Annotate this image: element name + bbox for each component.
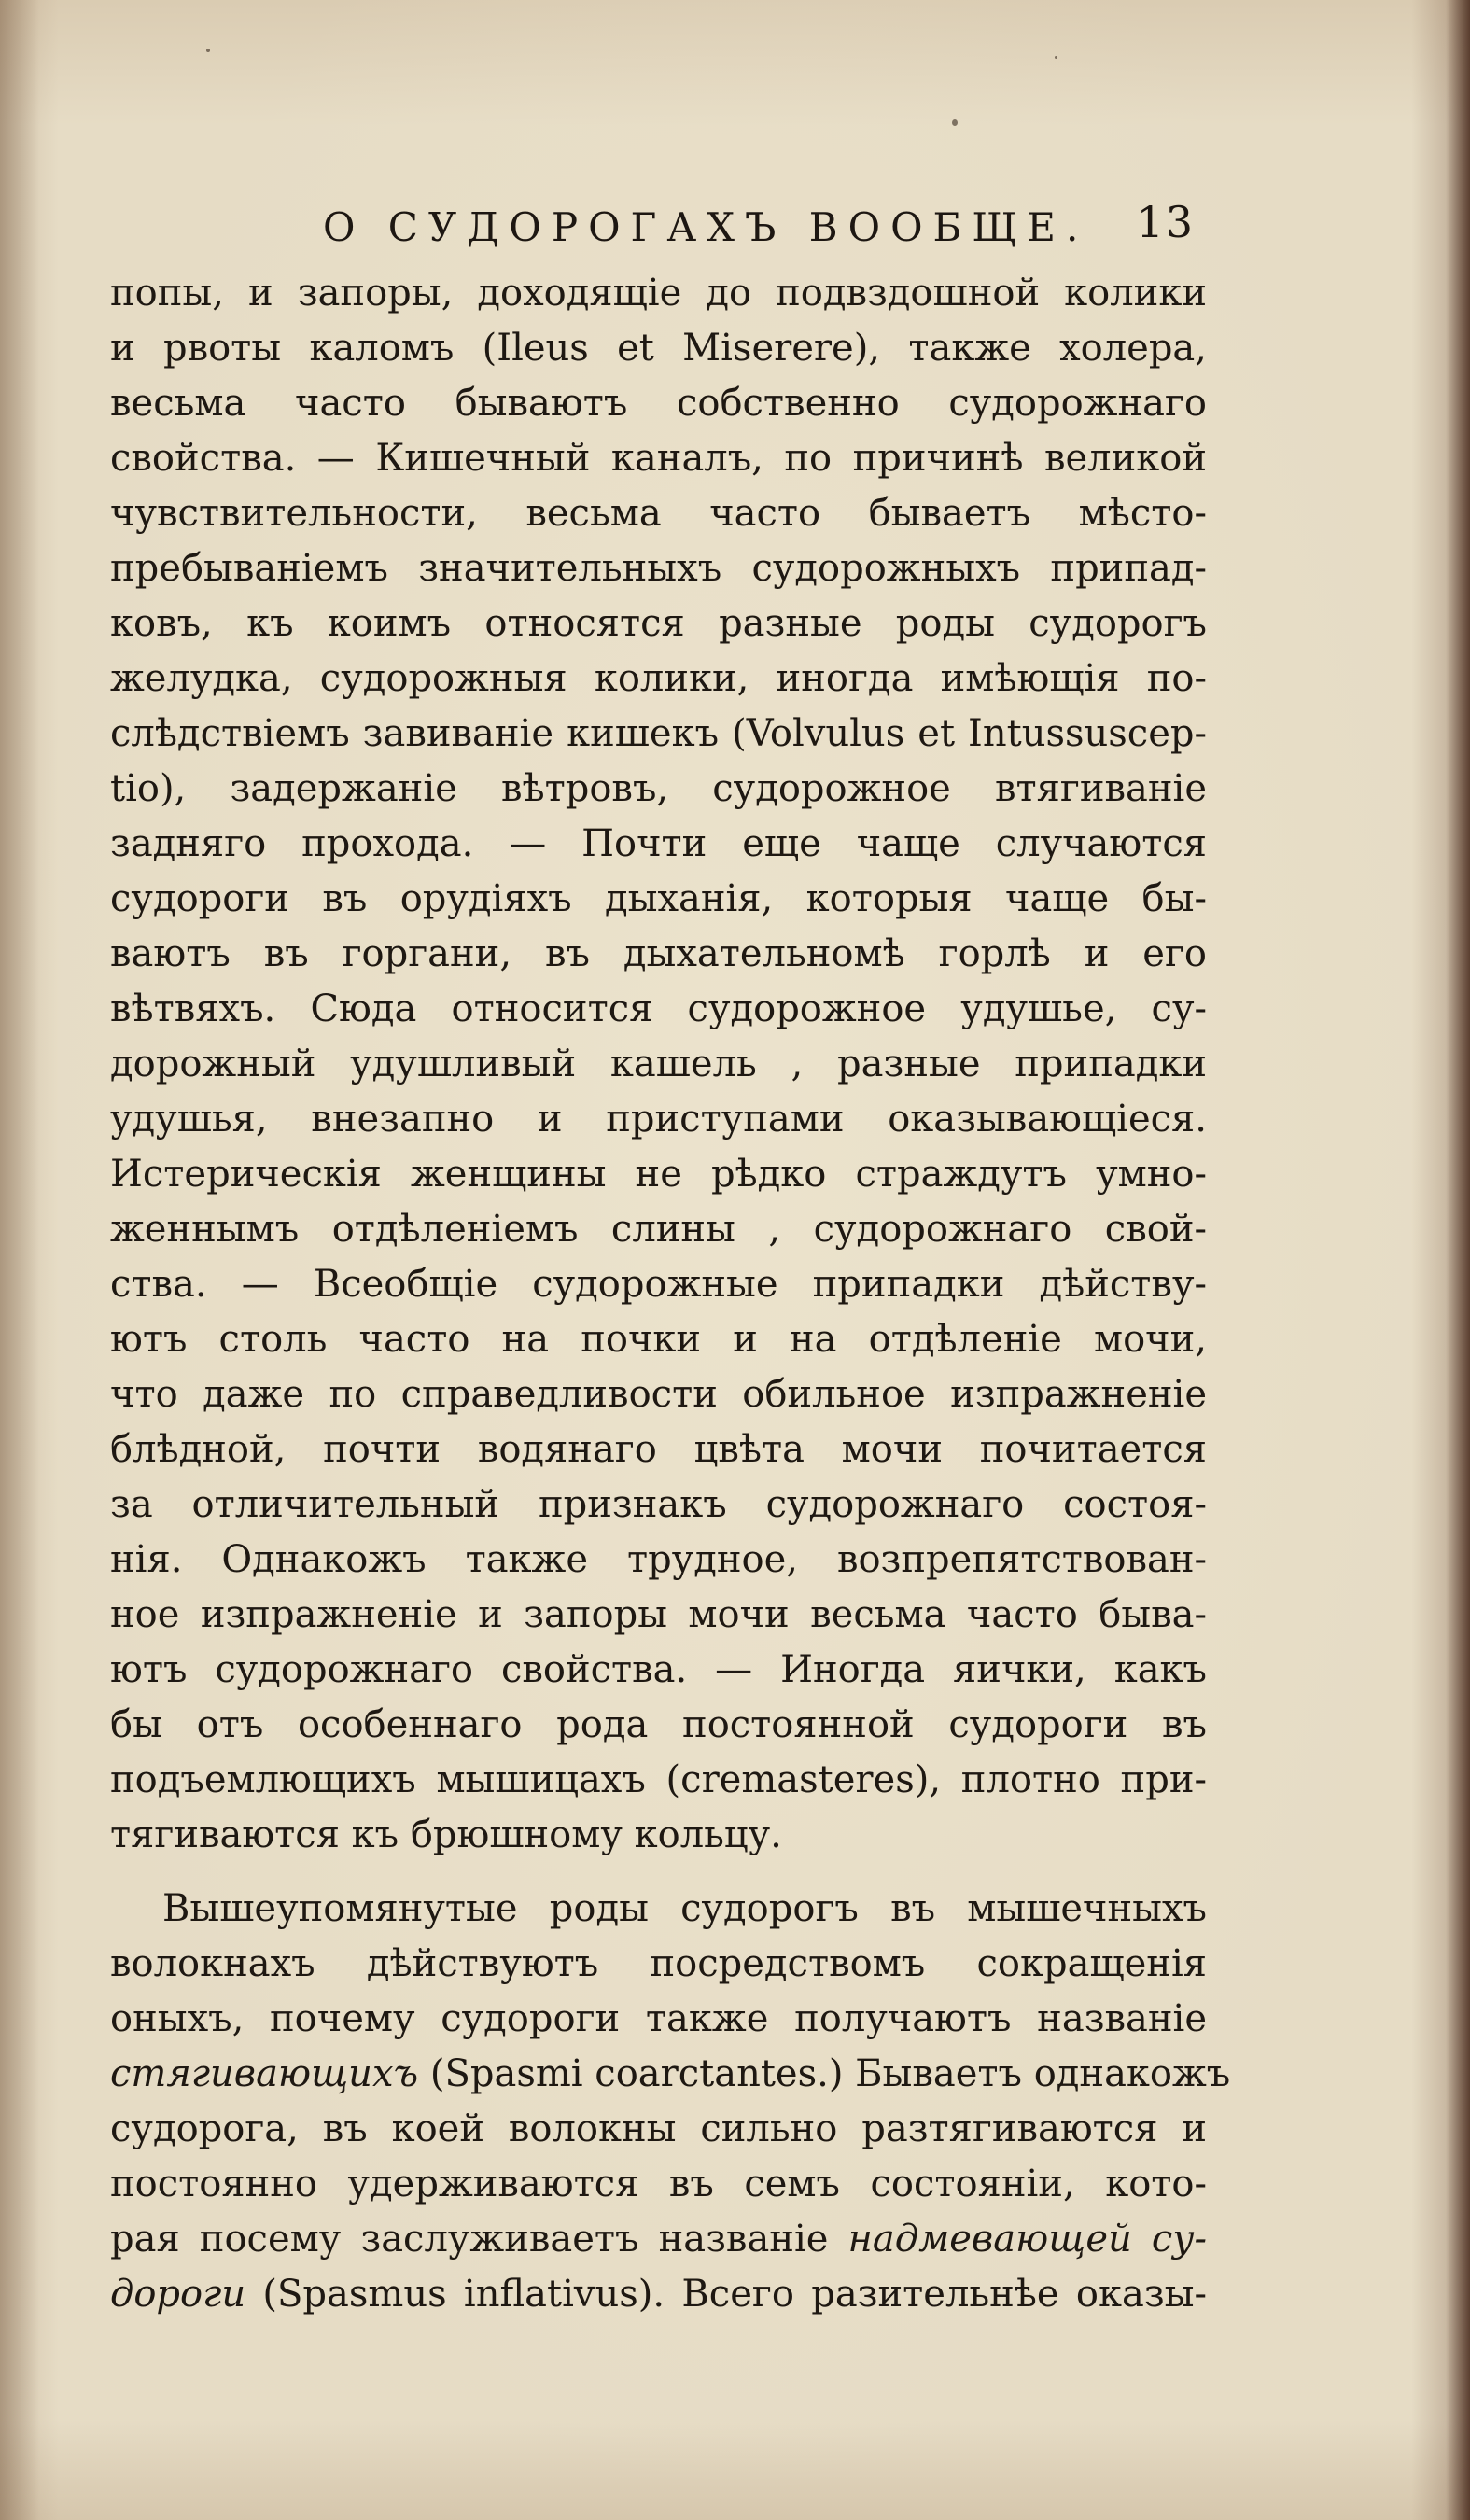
text-line: пребываніемъ значительныхъ судорожныхъ припад- [110, 547, 1207, 590]
text-fragment: (Spasmus inflativus). Всего разительнѣе оказы- [245, 2273, 1207, 2316]
text-line: ютъ столь часто на почки и на отдѣленіе мочи, [110, 1318, 1207, 1361]
text-line: подъемлющихъ мышицахъ (cremasteres), плотно при- [110, 1758, 1207, 1801]
ink-speck [206, 49, 210, 52]
paragraph-gap [110, 1863, 1207, 1882]
text-line: ютъ судорожнаго свойства. — Иногда яички, какъ [110, 1648, 1207, 1691]
text-line: за отличительный признакъ судорожнаго состоя- [110, 1483, 1207, 1526]
running-title: О СУДОРОГАХЪ ВООБЩЕ. [323, 204, 1089, 250]
text-line: слѣдствіемъ завиваніе кишекъ (Volvulus et Intussuscep- [110, 712, 1207, 755]
text-line: желудка, судорожныя колики, иногда имѣющія по- [110, 657, 1207, 700]
text-line: Истерическія женщины не рѣдко страждутъ умно- [110, 1153, 1207, 1196]
text-line: оныхъ, почему судороги также получаютъ названіе [110, 1997, 1207, 2040]
text-line: судорога, въ коей волокны сильно разтягиваются и [110, 2107, 1207, 2150]
text-line: свойства. — Кишечный каналъ, по причинѣ великой [110, 437, 1207, 480]
italic-term: надмевающей су- [847, 2218, 1207, 2261]
page-number: 13 [1136, 197, 1195, 247]
text-fragment: рая посему заслуживаетъ названіе [110, 2218, 848, 2261]
text-line: ное изпражненіе и запоры мочи весьма часто быва- [110, 1593, 1207, 1636]
text-line: ваютъ въ горгани, въ дыхательномѣ горлѣ и его [110, 932, 1207, 975]
text-line: ковъ, къ коимъ относятся разные роды судорогъ [110, 602, 1207, 645]
ink-speck [1055, 56, 1057, 59]
italic-term: стягивающихъ [110, 2052, 419, 2095]
text-line: бы отъ особеннаго рода постоянной судороги въ [110, 1703, 1207, 1746]
text-line: и рвоты каломъ (Ileus et Miserere), также холера, [110, 327, 1207, 370]
text-line: чувствительности, весьма часто бываетъ мѣсто- [110, 492, 1207, 535]
body-text [110, 266, 1231, 2322]
italic-term: дороги [110, 2273, 246, 2316]
text-line: вѣтвяхъ. Сюда относится судорожное удушье, су- [110, 987, 1207, 1030]
page-edge-shadow [1446, 0, 1470, 2520]
text-line: Вышеупомянутые роды судорогъ въ мышечныхъ [162, 1887, 1207, 1930]
text-line: тягиваются къ брюшному кольцу. [110, 1813, 782, 1856]
text-line: что даже по справедливости обильное изпражненіе [110, 1373, 1207, 1416]
text-line: попы, и запоры, доходящіе до подвздошной колики [110, 272, 1207, 315]
text-line: ства. — Всеобщіе судорожные припадки дѣйству- [110, 1263, 1207, 1306]
text-line: tio), задержаніе вѣтровъ, судорожное втягиваніе [110, 767, 1207, 810]
text-line: судороги въ орудіяхъ дыханія, которыя чаще бы- [110, 877, 1207, 920]
text-line: нія. Однакожъ также трудное, возпрепятствован- [110, 1538, 1207, 1581]
text-line: блѣдной, почти водянаго цвѣта мочи почитается [110, 1428, 1207, 1471]
text-line: задняго прохода. — Почти еще чаще случаются [110, 822, 1207, 865]
ink-speck [952, 119, 958, 126]
spine-shadow [0, 0, 39, 2520]
text-line: удушья, внезапно и приступами оказывающіеся. [110, 1098, 1207, 1141]
running-header [110, 191, 1195, 257]
text-line: дорожный удушливый кашель , разные припадки [110, 1043, 1207, 1085]
text-line-mixed [110, 2267, 1207, 2322]
text-fragment: (Spasmi coarctantes.) Бываетъ однакожъ [418, 2052, 1231, 2095]
text-line: весьма часто бываютъ собственно судорожнаго [110, 382, 1207, 425]
text-line: постоянно удерживаются въ семъ состояніи, кото- [110, 2163, 1207, 2205]
text-line-mixed [110, 2212, 1207, 2267]
text-line: волокнахъ дѣйствуютъ посредствомъ сокращенія [110, 1942, 1207, 1985]
text-line-mixed [110, 2047, 1231, 2102]
text-line: женнымъ отдѣленіемъ слины , судорожнаго свой- [110, 1208, 1207, 1251]
